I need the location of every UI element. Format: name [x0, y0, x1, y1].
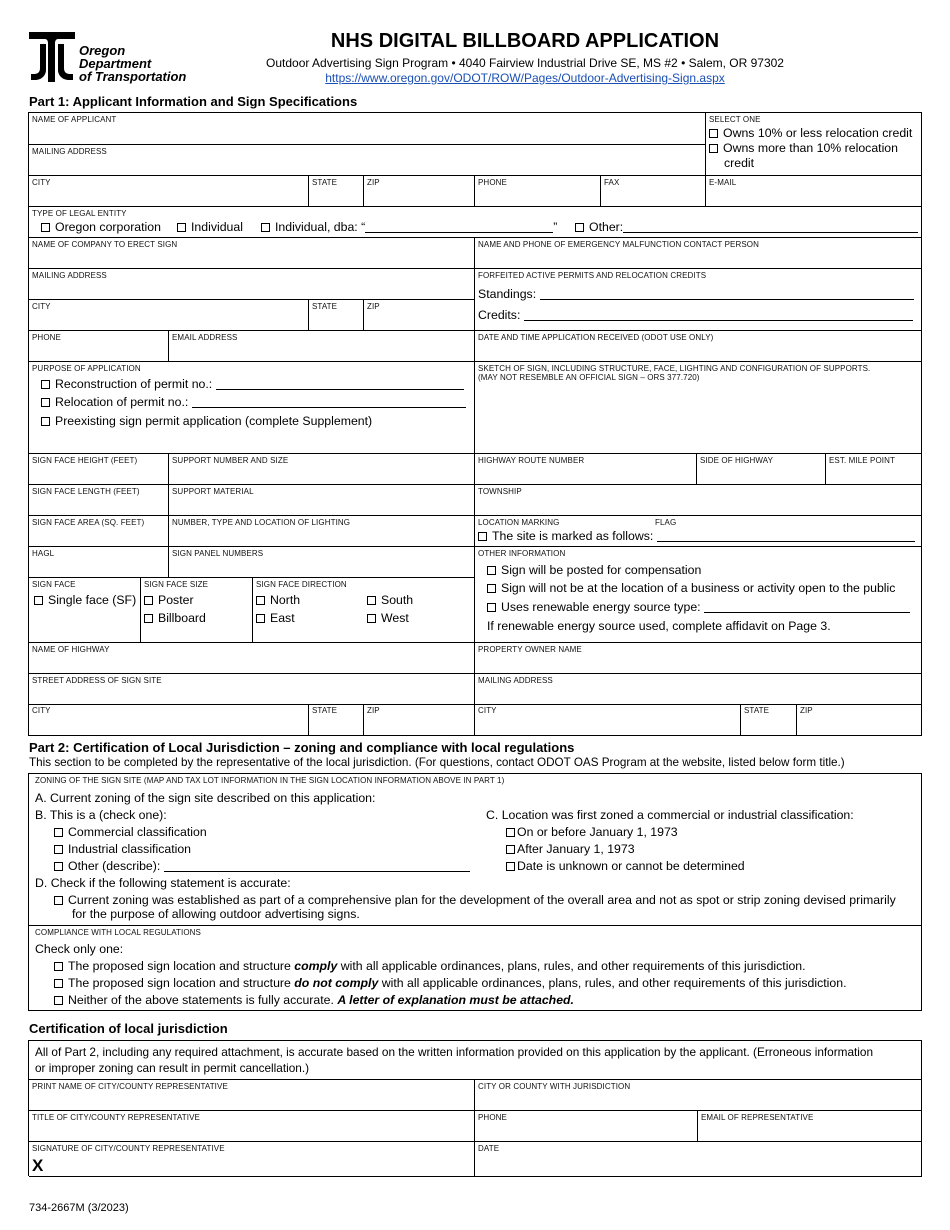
poster-option[interactable] [144, 593, 194, 607]
company-mailing-address-field[interactable] [29, 269, 475, 300]
sketch-field[interactable] [475, 362, 922, 454]
logo-line-3: of Transportation [79, 69, 187, 84]
field-label: SIGN FACE HEIGHT (FEET) [32, 456, 138, 465]
fax-field[interactable] [601, 176, 706, 207]
location-marking-group [475, 516, 922, 547]
option-label: Credits: [478, 308, 521, 322]
checkbox[interactable] [41, 223, 50, 232]
owner-zip-field[interactable] [797, 704, 922, 736]
field-label: CITY [478, 706, 497, 715]
reconstruction-option[interactable] [41, 377, 464, 391]
preexisting-option[interactable] [41, 414, 372, 428]
relocation-input-line[interactable] [192, 407, 466, 408]
option-label: Current zoning was established as part of a comprehensive plan for the development of the overall area and not as spot or strip zoning devised primarily [68, 893, 896, 907]
field-label: CITY OR COUNTY WITH JURISDICTION [478, 1082, 631, 1091]
option-label: with all applicable ordinances, plans, rules, and other requirements of this jurisdiction. [337, 959, 806, 973]
option-label: Poster [158, 593, 194, 607]
hagl-field[interactable] [29, 547, 169, 578]
owns-more-option[interactable] [709, 141, 898, 155]
certification-statement [29, 1041, 922, 1080]
option-label: The site is marked as follows: [492, 529, 654, 543]
rep-name-field[interactable] [29, 1080, 475, 1111]
company-name-field[interactable] [29, 238, 475, 269]
field-label: CITY [32, 706, 51, 715]
side-of-highway-field[interactable] [697, 454, 826, 485]
owner-mailing-address-field[interactable] [475, 674, 922, 705]
option-label: Individual [191, 220, 243, 234]
face-height-field[interactable] [29, 454, 169, 485]
rep-email-field[interactable] [698, 1111, 922, 1142]
field-label: ZIP [367, 706, 380, 715]
city-field[interactable] [29, 176, 309, 207]
checkbox[interactable] [506, 862, 515, 871]
company-city-field[interactable] [29, 300, 309, 331]
option-label: East [270, 611, 295, 625]
checkbox[interactable] [487, 584, 496, 593]
logo-text [79, 44, 186, 83]
field-label: CITY [32, 302, 51, 311]
zoning-a: A. Current zoning of the sign site described on this application: [35, 791, 376, 805]
field-label: SIGNATURE OF CITY/COUNTY REPRESENTATIVE [32, 1144, 225, 1153]
statement-line-2: or improper zoning can result in permit cancellation.) [35, 1061, 310, 1075]
option-label: with all applicable ordinances, plans, rules, and other requirements of this jurisdiction. [378, 976, 847, 990]
field-label: PHONE [32, 333, 61, 342]
field-label: SUPPORT MATERIAL [172, 487, 254, 496]
option-label: Other: [589, 220, 624, 234]
reconstruction-input-line[interactable] [216, 389, 464, 390]
check-only-one: Check only one: [35, 942, 124, 956]
township-field[interactable] [475, 485, 922, 516]
mile-point-field[interactable] [826, 454, 922, 485]
field-label: HAGL [32, 549, 55, 558]
single-face-option[interactable] [34, 593, 136, 607]
checkbox[interactable] [144, 614, 153, 623]
signature-date-field[interactable] [475, 1142, 922, 1177]
checkbox[interactable] [54, 862, 63, 871]
property-owner-field[interactable] [475, 643, 922, 674]
field-label: ZIP [367, 178, 380, 187]
checkbox[interactable] [54, 962, 63, 971]
field-label: PHONE [478, 178, 507, 187]
option-label: Reconstruction of permit no.: [55, 377, 213, 391]
option-label: Standings: [478, 287, 537, 301]
sign-face-size-group [141, 578, 253, 643]
field-label: EMAIL ADDRESS [172, 333, 238, 342]
individual-option[interactable] [177, 220, 243, 234]
option-label: Individual, dba: “ [275, 220, 366, 234]
field-label: FAX [604, 178, 620, 187]
checkbox[interactable] [177, 223, 186, 232]
not-business-option[interactable] [487, 581, 895, 595]
signature-x-mark: X [32, 1156, 44, 1175]
compliance-section [28, 925, 922, 1011]
street-address-field[interactable] [29, 674, 475, 705]
checkbox[interactable] [487, 566, 496, 575]
owner-state-field[interactable] [741, 704, 797, 736]
company-state-field[interactable] [309, 300, 364, 331]
option-label: Sign will be posted for compensation [501, 563, 702, 577]
commercial-option[interactable] [54, 825, 207, 839]
field-label: FLAG [655, 518, 677, 527]
option-label: South [381, 593, 414, 607]
field-label: DATE AND TIME APPLICATION RECEIVED (ODOT USE ONLY) [478, 333, 714, 342]
unknown-option[interactable] [506, 859, 745, 873]
checkbox[interactable] [144, 596, 153, 605]
sign-face-group [29, 578, 141, 643]
lighting-field[interactable] [169, 516, 475, 547]
field-label: E-MAIL [709, 178, 737, 187]
neither-option[interactable] [54, 993, 574, 1007]
quote-mark: ” [553, 220, 558, 234]
name-of-applicant-field[interactable] [29, 113, 706, 145]
site-marked-input-line[interactable] [657, 541, 915, 542]
checkbox[interactable] [54, 845, 63, 854]
option-label: Date is unknown or cannot be determined [517, 859, 745, 873]
checkbox[interactable] [506, 828, 515, 837]
jurisdiction-field[interactable] [475, 1080, 922, 1111]
option-label: On or before January 1, 1973 [517, 825, 678, 839]
field-label: PHONE [478, 1113, 507, 1122]
field-label: SIGN FACE DIRECTION [256, 580, 347, 589]
field-label: MAILING ADDRESS [478, 676, 553, 685]
program-url-link[interactable]: https://www.oregon.gov/ODOT/ROW/Pages/Outdoor-Advertising-Sign.aspx [325, 71, 725, 85]
company-phone-field[interactable] [29, 331, 169, 362]
field-label: STREET ADDRESS OF SIGN SITE [32, 676, 162, 685]
support-material-field[interactable] [169, 485, 475, 516]
other-describe-option[interactable] [54, 859, 470, 873]
checkbox[interactable] [256, 614, 265, 623]
field-label: NAME OF APPLICANT [32, 115, 117, 124]
support-number-field[interactable] [169, 454, 475, 485]
option-label: Uses renewable energy source type: [501, 600, 701, 614]
checkbox[interactable] [261, 223, 270, 232]
field-label: TITLE OF CITY/COUNTY REPRESENTATIVE [32, 1113, 200, 1122]
panel-numbers-field[interactable] [169, 547, 475, 578]
field-label: STATE [312, 178, 338, 187]
field-label: NAME AND PHONE OF EMERGENCY MALFUNCTION CONTACT PERSON [478, 240, 759, 249]
field-label: DATE [478, 1144, 500, 1153]
face-length-field[interactable] [29, 485, 169, 516]
checkbox[interactable] [487, 603, 496, 612]
zoning-c: C. Location was first zoned a commercial or industrial classification: [486, 808, 854, 822]
field-label: HIGHWAY ROUTE NUMBER [478, 456, 585, 465]
checkbox[interactable] [709, 129, 718, 138]
field-label: SUPPORT NUMBER AND SIZE [172, 456, 289, 465]
field-label: SIGN PANEL NUMBERS [172, 549, 264, 558]
credits-input-line[interactable] [524, 320, 913, 321]
field-label: NUMBER, TYPE AND LOCATION OF LIGHTING [172, 518, 351, 527]
option-label: Single face (SF) [48, 593, 137, 607]
checkbox[interactable] [506, 845, 515, 854]
phone-field[interactable] [475, 176, 601, 207]
site-city-field[interactable] [29, 704, 309, 736]
industrial-option[interactable] [54, 842, 191, 856]
odot-logo-mark [27, 28, 77, 84]
posted-option[interactable] [487, 563, 701, 577]
field-label: NAME OF HIGHWAY [32, 645, 110, 654]
other-describe-input-line[interactable] [164, 871, 470, 872]
zip-field[interactable] [364, 176, 475, 207]
option-label: Commercial classification [68, 825, 207, 839]
owns-less-option[interactable] [709, 126, 912, 140]
checkbox[interactable] [41, 398, 50, 407]
checkbox[interactable] [367, 596, 376, 605]
zoning-d: D. Check if the following statement is accurate: [35, 876, 291, 890]
rep-phone-field[interactable] [475, 1111, 698, 1142]
field-label: MAILING ADDRESS [32, 147, 107, 156]
checkbox[interactable] [54, 828, 63, 837]
company-email-field[interactable] [169, 331, 475, 362]
state-field[interactable] [309, 176, 364, 207]
field-label: SIGN FACE AREA (SQ. FEET) [32, 518, 145, 527]
renewable-input-line[interactable] [704, 612, 910, 613]
checkbox[interactable] [41, 380, 50, 389]
other-input-line[interactable] [623, 232, 918, 233]
option-label-cont: credit [724, 156, 755, 170]
east-option[interactable] [256, 611, 295, 625]
field-label: EST. MILE POINT [829, 456, 895, 465]
email-field[interactable] [706, 176, 922, 207]
option-label: Sign will not be at the location of a business or activity open to the public [501, 581, 896, 595]
form-title: NHS DIGITAL BILLBOARD APPLICATION [330, 30, 720, 52]
option-label: North [270, 593, 301, 607]
field-label: SIGN FACE LENGTH (FEET) [32, 487, 140, 496]
field-label: EMAIL OF REPRESENTATIVE [701, 1113, 814, 1122]
field-label: STATE [744, 706, 770, 715]
field-label: PURPOSE OF APPLICATION [32, 364, 141, 373]
program-address: Outdoor Advertising Sign Program • 4040 Fairview Industrial Drive SE, MS #2 • Salem, OR 97302 [266, 56, 784, 70]
highway-route-field[interactable] [475, 454, 697, 485]
checkbox[interactable] [41, 417, 50, 426]
emphasis: do not comply [294, 976, 379, 990]
field-label: CITY [32, 178, 51, 187]
part1-form [28, 112, 922, 708]
highway-name-field[interactable] [29, 643, 475, 674]
field-label: TYPE OF LEGAL ENTITY [32, 209, 127, 218]
credits-field[interactable] [478, 308, 913, 322]
purpose-group [29, 362, 475, 454]
logo-line-1: Oregon [79, 43, 126, 58]
comprehensive-plan-option[interactable] [54, 893, 896, 907]
option-label: Oregon corporation [55, 220, 161, 234]
owner-city-field[interactable] [475, 704, 741, 736]
comply-option[interactable] [54, 959, 806, 973]
option-label: After January 1, 1973 [517, 842, 635, 856]
billboard-option[interactable] [144, 611, 206, 625]
certification-heading: Certification of local jurisdiction [29, 1021, 228, 1036]
field-label: LOCATION MARKING [478, 518, 560, 527]
field-label: STATE [312, 302, 338, 311]
field-label: TOWNSHIP [478, 487, 522, 496]
emphasis: A letter of explanation must be attached. [337, 993, 574, 1007]
field-label: COMPLIANCE WITH LOCAL REGULATIONS [35, 928, 201, 937]
sign-face-direction-group [253, 578, 475, 643]
field-label: NAME OF COMPANY TO ERECT SIGN [32, 240, 178, 249]
field-label: (MAY NOT RESEMBLE AN OFFICIAL SIGN – ORS 377.720) [478, 373, 700, 382]
option-label: The proposed sign location and structure [68, 959, 295, 973]
other-information-group [475, 547, 922, 643]
option-label: The proposed sign location and structure [68, 976, 295, 990]
checkbox[interactable] [54, 996, 63, 1005]
field-label: SELECT ONE [709, 115, 761, 124]
individual-dba-option[interactable] [261, 220, 557, 234]
select-one-group [706, 113, 922, 176]
field-label: ZONING OF THE SIGN SITE (MAP AND TAX LOT INFORMATION IN THE SIGN LOCATION INFORMATION ABOVE IN PART 1) [35, 776, 505, 785]
site-zip-field[interactable] [364, 704, 475, 736]
checkbox[interactable] [54, 896, 63, 905]
logo-line-2: Department [79, 56, 152, 71]
checkbox[interactable] [709, 144, 718, 153]
field-label: SIGN FACE SIZE [144, 580, 209, 589]
mailing-address-field[interactable] [29, 145, 706, 176]
field-label: MAILING ADDRESS [32, 271, 107, 280]
option-label: Relocation of permit no.: [55, 395, 189, 409]
field-label: SKETCH OF SIGN, INCLUDING STRUCTURE, FACE, LIGHTING AND CONFIGURATION OF SUPPORTS. [478, 364, 871, 373]
date-received-field[interactable] [475, 331, 922, 362]
part1-heading: Part 1: Applicant Information and Sign Specifications [29, 94, 358, 109]
odot-logo [27, 28, 217, 86]
emphasis: comply [294, 959, 338, 973]
statement-line-1: All of Part 2, including any required attachment, is accurate based on the written information provided on this application by the applicant. (Erroneous information [35, 1045, 874, 1059]
field-label: PRINT NAME OF CITY/COUNTY REPRESENTATIVE [32, 1082, 228, 1091]
option-label: West [381, 611, 409, 625]
not-comply-option[interactable] [54, 976, 847, 990]
option-label: Neither of the above statements is fully accurate. [68, 993, 338, 1007]
checkbox[interactable] [575, 223, 584, 232]
zoning-b: B. This is a (check one): [35, 808, 167, 822]
field-label: STATE [312, 706, 338, 715]
field-label: ZIP [367, 302, 380, 311]
checkbox[interactable] [367, 614, 376, 623]
option-label: Billboard [158, 611, 206, 625]
other-option[interactable] [575, 220, 918, 234]
field-label: FORFEITED ACTIVE PERMITS AND RELOCATION CREDITS [478, 271, 707, 280]
field-label: PROPERTY OWNER NAME [478, 645, 582, 654]
oregon-corp-option[interactable] [41, 220, 161, 234]
checkbox[interactable] [34, 596, 43, 605]
part2-intro: This section to be completed by the representative of the local jurisdiction. (For questions, contact ODOT OAS Program at the website, listed below form title.) [29, 756, 845, 769]
company-zip-field[interactable] [364, 300, 475, 331]
renewable-option[interactable] [487, 600, 910, 614]
field-label: OTHER INFORMATION [478, 549, 566, 558]
field-label: SIGN FACE [32, 580, 76, 589]
relocation-option[interactable] [41, 395, 466, 409]
field-label: SIDE OF HIGHWAY [700, 456, 774, 465]
face-area-field[interactable] [29, 516, 169, 547]
field-label: ZIP [800, 706, 813, 715]
site-marked-option[interactable] [478, 529, 915, 543]
west-option[interactable] [367, 611, 409, 625]
option-label: Owns more than 10% relocation [723, 141, 898, 155]
part2-heading: Part 2: Certification of Local Jurisdiction – zoning and compliance with local regulations [29, 740, 575, 755]
signature-field[interactable] [29, 1142, 475, 1177]
dba-input-line[interactable] [365, 232, 553, 233]
forfeited-permits-group [475, 269, 922, 331]
standings-input-line[interactable] [540, 299, 914, 300]
affidavit-note: If renewable energy source used, complete affidavit on Page 3. [487, 619, 831, 633]
checkbox[interactable] [256, 596, 265, 605]
south-option[interactable] [367, 593, 413, 607]
standings-field[interactable] [478, 287, 914, 301]
checkbox[interactable] [478, 532, 487, 541]
option-label: Owns 10% or less relocation credit [723, 126, 913, 140]
city-row [28, 704, 922, 736]
north-option[interactable] [256, 593, 300, 607]
option-label: Other (describe): [68, 859, 161, 873]
legal-entity-group [29, 207, 922, 238]
rep-title-field[interactable] [29, 1111, 475, 1142]
option-label-cont: for the purpose of allowing outdoor advertising signs. [72, 907, 360, 921]
site-state-field[interactable] [309, 704, 364, 736]
zoning-section [28, 773, 922, 926]
emergency-contact-field[interactable] [475, 238, 922, 269]
form-number: 734-2667M (3/2023) [29, 1202, 129, 1214]
certification-section [28, 1040, 922, 1176]
after-option[interactable] [506, 842, 635, 856]
option-label: Preexisting sign permit application (complete Supplement) [55, 414, 373, 428]
option-label: Industrial classification [68, 842, 192, 856]
checkbox[interactable] [54, 979, 63, 988]
on-before-option[interactable] [506, 825, 678, 839]
